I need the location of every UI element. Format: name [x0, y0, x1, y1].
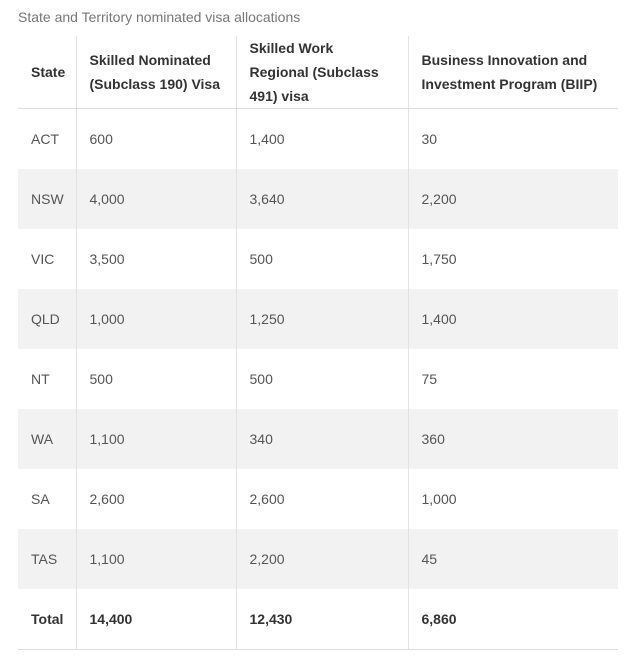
table-row — [18, 529, 618, 589]
header-row — [18, 36, 618, 109]
cell-biip: 30 — [421, 131, 438, 147]
header-state: State — [18, 36, 76, 109]
cell-state: TAS — [18, 529, 76, 589]
cell-state: NT — [18, 349, 76, 409]
cell-subclass-491: 2,600 — [236, 469, 408, 529]
header-subclass-491: Skilled Work Regional (Subclass 491) visa — [236, 36, 408, 109]
total-row — [18, 589, 618, 650]
table-row — [18, 229, 618, 289]
cell-state: VIC — [18, 229, 76, 289]
cell-subclass-190: 3,500 — [76, 229, 236, 289]
cell-biip: 1,400 — [408, 289, 618, 349]
cell-subclass-190: 1,000 — [76, 289, 236, 349]
cell-subclass-491: 340 — [236, 409, 408, 469]
cell-subclass-190: 500 — [76, 349, 236, 409]
header-biip: Business Innovation and Investment Program (BIIP) — [408, 36, 618, 109]
cell-subclass-491: 1,400 — [236, 109, 408, 170]
visa-allocation-table — [18, 36, 618, 650]
total-subclass-190: 14,400 — [76, 589, 236, 650]
cell-biip: 1,000 — [421, 491, 457, 507]
table-row — [18, 469, 618, 529]
cell-biip: 45 — [408, 529, 618, 589]
table-row — [18, 109, 618, 170]
table-body — [18, 109, 618, 650]
cell-state: WA — [18, 409, 76, 469]
cell-biip: 360 — [408, 409, 618, 469]
cell-subclass-491: 1,250 — [236, 289, 408, 349]
cell-state: ACT — [18, 109, 76, 170]
table-row — [18, 289, 618, 349]
table-caption: State and Territory nominated visa allocations — [18, 9, 301, 25]
cell-subclass-491: 500 — [236, 349, 408, 409]
cell-state: SA — [18, 469, 76, 529]
cell-state: NSW — [18, 169, 76, 229]
table-row — [18, 349, 618, 409]
cell-subclass-190: 1,100 — [76, 529, 236, 589]
cell-subclass-491: 500 — [236, 229, 408, 289]
cell-biip: 2,200 — [408, 169, 618, 229]
cell-subclass-190: 4,000 — [76, 169, 236, 229]
table-header — [18, 36, 618, 109]
cell-subclass-491: 2,200 — [236, 529, 408, 589]
cell-biip: 1,750 — [421, 251, 457, 267]
table-row — [18, 169, 618, 229]
cell-subclass-190: 600 — [76, 109, 236, 170]
header-subclass-190: Skilled Nominated (Subclass 190) Visa — [76, 36, 236, 109]
cell-subclass-491: 3,640 — [236, 169, 408, 229]
cell-state: QLD — [18, 289, 76, 349]
total-biip: 6,860 — [408, 589, 618, 650]
cell-subclass-190: 2,600 — [76, 469, 236, 529]
table-row — [18, 409, 618, 469]
cell-biip: 75 — [421, 371, 438, 387]
cell-subclass-190: 1,100 — [76, 409, 236, 469]
total-subclass-491: 12,430 — [236, 589, 408, 650]
total-label: Total — [18, 589, 76, 650]
